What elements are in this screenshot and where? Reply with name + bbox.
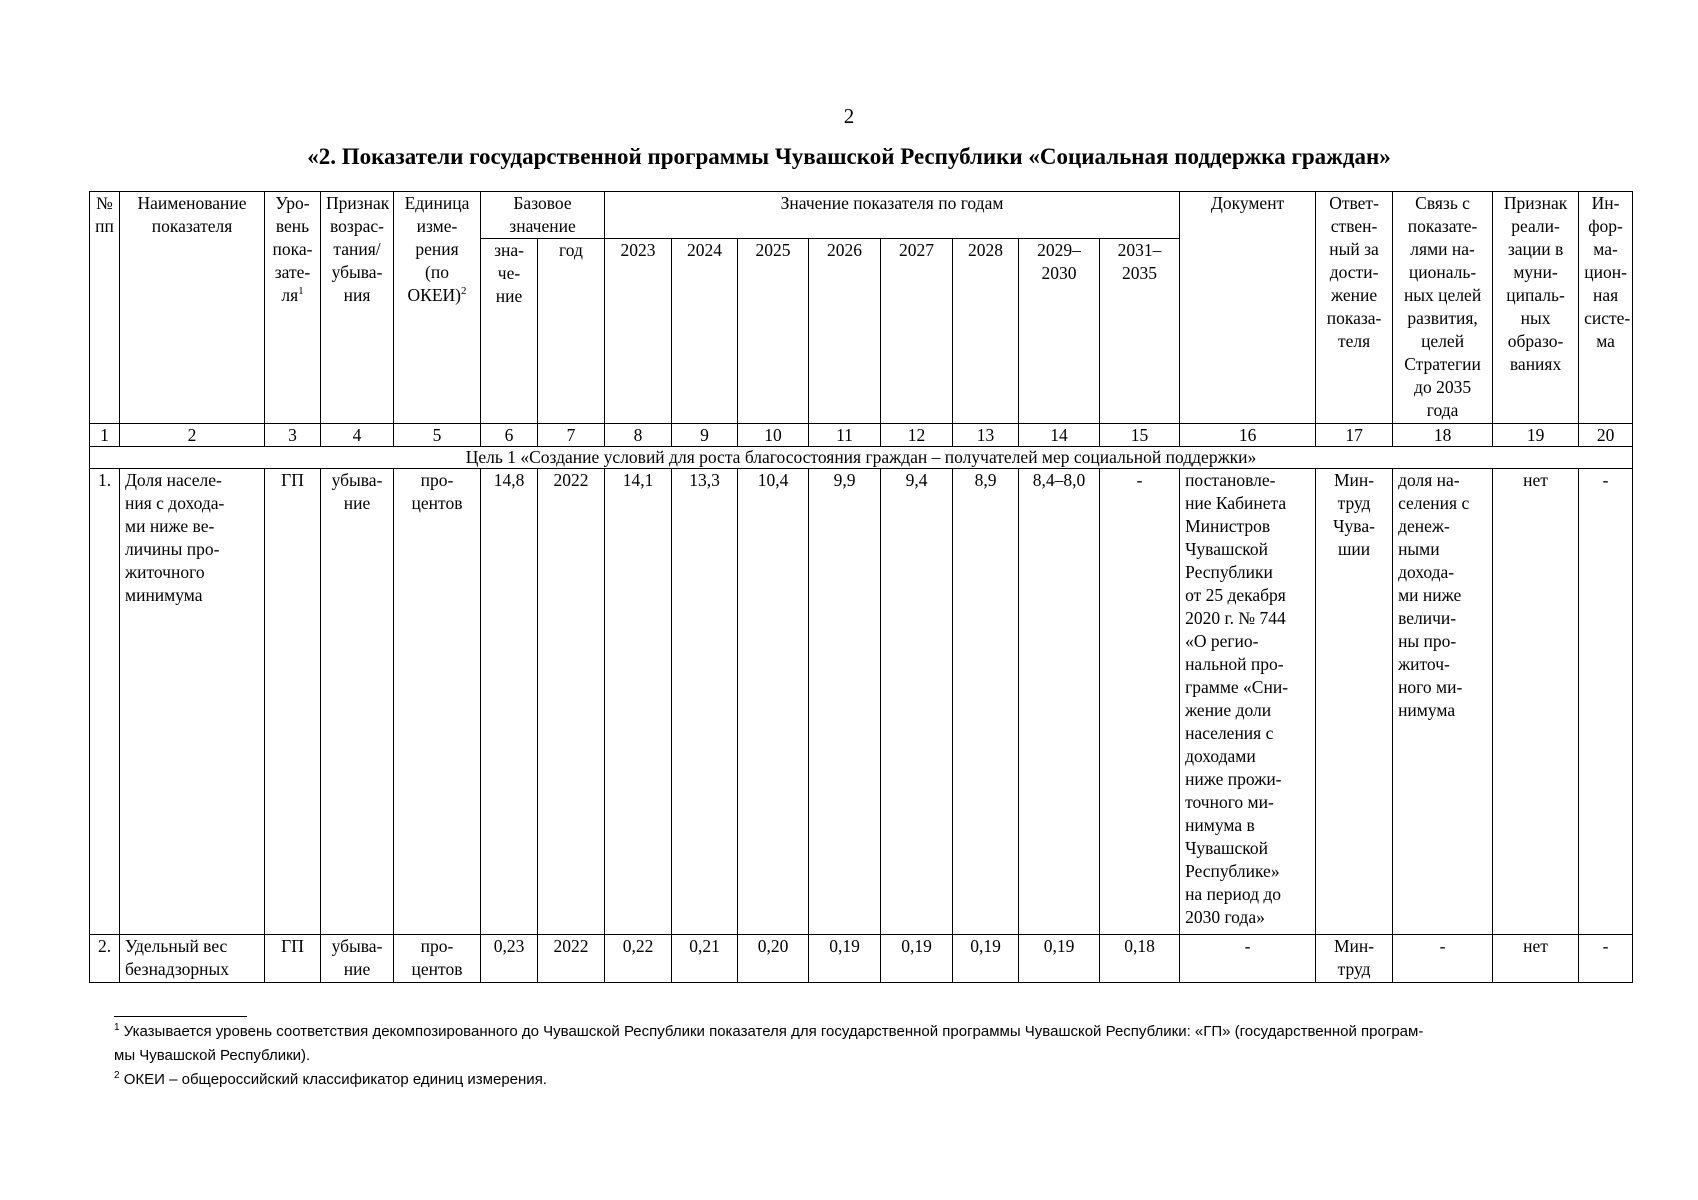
row-value-2029-2030: 8,4–8,0: [1019, 469, 1100, 935]
column-number: 7: [538, 424, 605, 447]
column-number: 6: [481, 424, 538, 447]
row-value-2024: 13,3: [672, 469, 738, 935]
footnotes: [114, 1020, 1604, 1092]
row-num: 1.: [90, 469, 120, 935]
document-title: «2. Показатели государственной программы Чувашской Республики «Социальная поддержка граждан»: [307, 144, 1391, 169]
row-link: -: [1393, 935, 1493, 983]
indicators-table: [89, 191, 1633, 983]
header-municipal: Признак реали- зации в муни- ципаль- ных образо- ваниях: [1493, 192, 1579, 424]
column-number: 5: [394, 424, 481, 447]
row-document: постановле- ние Кабинета Министров Чувашской Республики от 25 декабря 2020 г. № 744 «О регио- нальной про- грамме «Сни- жение доли населения с доходами ниже прожи- точного ми- нимума в Чувашской Республике» на период до 2030 года»: [1180, 469, 1316, 935]
row-value-2028: 0,19: [953, 935, 1019, 983]
column-number: 14: [1019, 424, 1100, 447]
row-value-2023: 0,22: [605, 935, 672, 983]
column-number: 8: [605, 424, 672, 447]
column-number: 19: [1493, 424, 1579, 447]
footnote-ref-1: 1: [298, 285, 304, 298]
row-value-2029-2030: 0,19: [1019, 935, 1100, 983]
header-name: Наименование показателя: [120, 192, 265, 424]
header-link: Связь с показате- лями на- циональ- ных целей развития, целей Стратегии до 2035 года: [1393, 192, 1493, 424]
row-base-year: 2022: [538, 935, 605, 983]
row-trend: убыва- ние: [321, 469, 394, 935]
row-value-2026: 9,9: [809, 469, 881, 935]
row-document: -: [1180, 935, 1316, 983]
row-level: ГП: [265, 469, 321, 935]
footnote-2: [114, 1068, 1604, 1092]
footnote-mark: 2: [114, 1070, 120, 1081]
column-number: 18: [1393, 424, 1493, 447]
table-row: [90, 935, 1633, 983]
footnote-ref-2: 2: [460, 285, 467, 298]
column-number: 2: [120, 424, 265, 447]
page-number: 2: [843, 104, 855, 128]
column-number: 13: [953, 424, 1019, 447]
header-year-2025: 2025: [738, 239, 809, 424]
row-name: Доля населе- ния с дохода- ми ниже ве- личины про- житочного минимума: [120, 469, 265, 935]
column-number: 10: [738, 424, 809, 447]
row-unit: про- центов: [394, 469, 481, 935]
header-info-system: Ин- фор- ма- цион- ная систе- ма: [1579, 192, 1633, 424]
footnote-separator: [114, 1016, 247, 1017]
header-year-2024: 2024: [672, 239, 738, 424]
row-trend: убыва- ние: [321, 935, 394, 983]
header-unit: Единица изме- рения (по ОКЕИ)$^2$: [394, 192, 481, 424]
header-document: Документ: [1180, 192, 1316, 424]
column-number: 9: [672, 424, 738, 447]
header-base-year: год: [538, 239, 605, 424]
table-row: [90, 469, 1633, 935]
row-level: ГП: [265, 935, 321, 983]
column-number: 16: [1180, 424, 1316, 447]
header-year-2031-2035: 2031– 2035: [1100, 239, 1180, 424]
header-year-2028: 2028: [953, 239, 1019, 424]
column-number-row: [90, 424, 1633, 447]
row-num: 2.: [90, 935, 120, 983]
row-value-2025: 0,20: [738, 935, 809, 983]
row-value-2023: 14,1: [605, 469, 672, 935]
header-level: Уро- вень пока- зате- $ля^1$: [265, 192, 321, 424]
footnote-mark: 1: [114, 1022, 120, 1033]
footnote-text: ОКЕИ – общероссийский классификатор единиц измерения.: [123, 1071, 547, 1088]
column-number: 1: [90, 424, 120, 447]
header-num: № пп: [90, 192, 120, 424]
row-value-2031-2035: 0,18: [1100, 935, 1180, 983]
header-responsible: Ответ- ствен- ный за дости- жение показа- теля: [1316, 192, 1393, 424]
row-base-year: 2022: [538, 469, 605, 935]
row-link: доля на- селения с денеж- ными дохода- ми ниже величи- ны про- житоч- ного ми- нимума: [1393, 469, 1493, 935]
row-info-system: -: [1579, 469, 1633, 935]
goal-heading: Цель 1 «Создание условий для роста благосостояния граждан – получателей мер социальной поддержки»: [90, 447, 1633, 469]
row-name: Удельный вес безнадзорных: [120, 935, 265, 983]
column-number: 15: [1100, 424, 1180, 447]
goal-row: [90, 447, 1633, 469]
footnote-1: [114, 1020, 1604, 1068]
row-responsible: Мин- труд Чува- шии: [1316, 469, 1393, 935]
header-trend: Признак возрас- тания/ убыва- ния: [321, 192, 394, 424]
row-unit: про- центов: [394, 935, 481, 983]
row-responsible: Мин- труд: [1316, 935, 1393, 983]
row-value-2025: 10,4: [738, 469, 809, 935]
header-year-2029-2030: 2029– 2030: [1019, 239, 1100, 424]
row-value-2027: 9,4: [881, 469, 953, 935]
row-value-2028: 8,9: [953, 469, 1019, 935]
column-number: 20: [1579, 424, 1633, 447]
column-number: 4: [321, 424, 394, 447]
row-value-2031-2035: -: [1100, 469, 1180, 935]
header-base: Базовое значение: [481, 192, 605, 239]
footnote-text: Указывается уровень соответствия декомпозированного до Чувашской Республики показателя для государственной программы Чувашской Республики: «ГП» (государственной програм- мы Чувашской Республики).: [114, 1023, 1424, 1064]
header-year-2023: 2023: [605, 239, 672, 424]
column-number: 17: [1316, 424, 1393, 447]
column-number: 3: [265, 424, 321, 447]
row-value-2024: 0,21: [672, 935, 738, 983]
row-municipal: нет: [1493, 469, 1579, 935]
row-municipal: нет: [1493, 935, 1579, 983]
header-base-value: зна- че- ние: [481, 239, 538, 424]
row-base-value: 0,23: [481, 935, 538, 983]
header-values-by-year: Значение показателя по годам: [605, 192, 1180, 239]
header-year-2026: 2026: [809, 239, 881, 424]
column-number: 12: [881, 424, 953, 447]
column-number: 11: [809, 424, 881, 447]
row-base-value: 14,8: [481, 469, 538, 935]
row-value-2026: 0,19: [809, 935, 881, 983]
row-info-system: -: [1579, 935, 1633, 983]
row-value-2027: 0,19: [881, 935, 953, 983]
header-year-2027: 2027: [881, 239, 953, 424]
